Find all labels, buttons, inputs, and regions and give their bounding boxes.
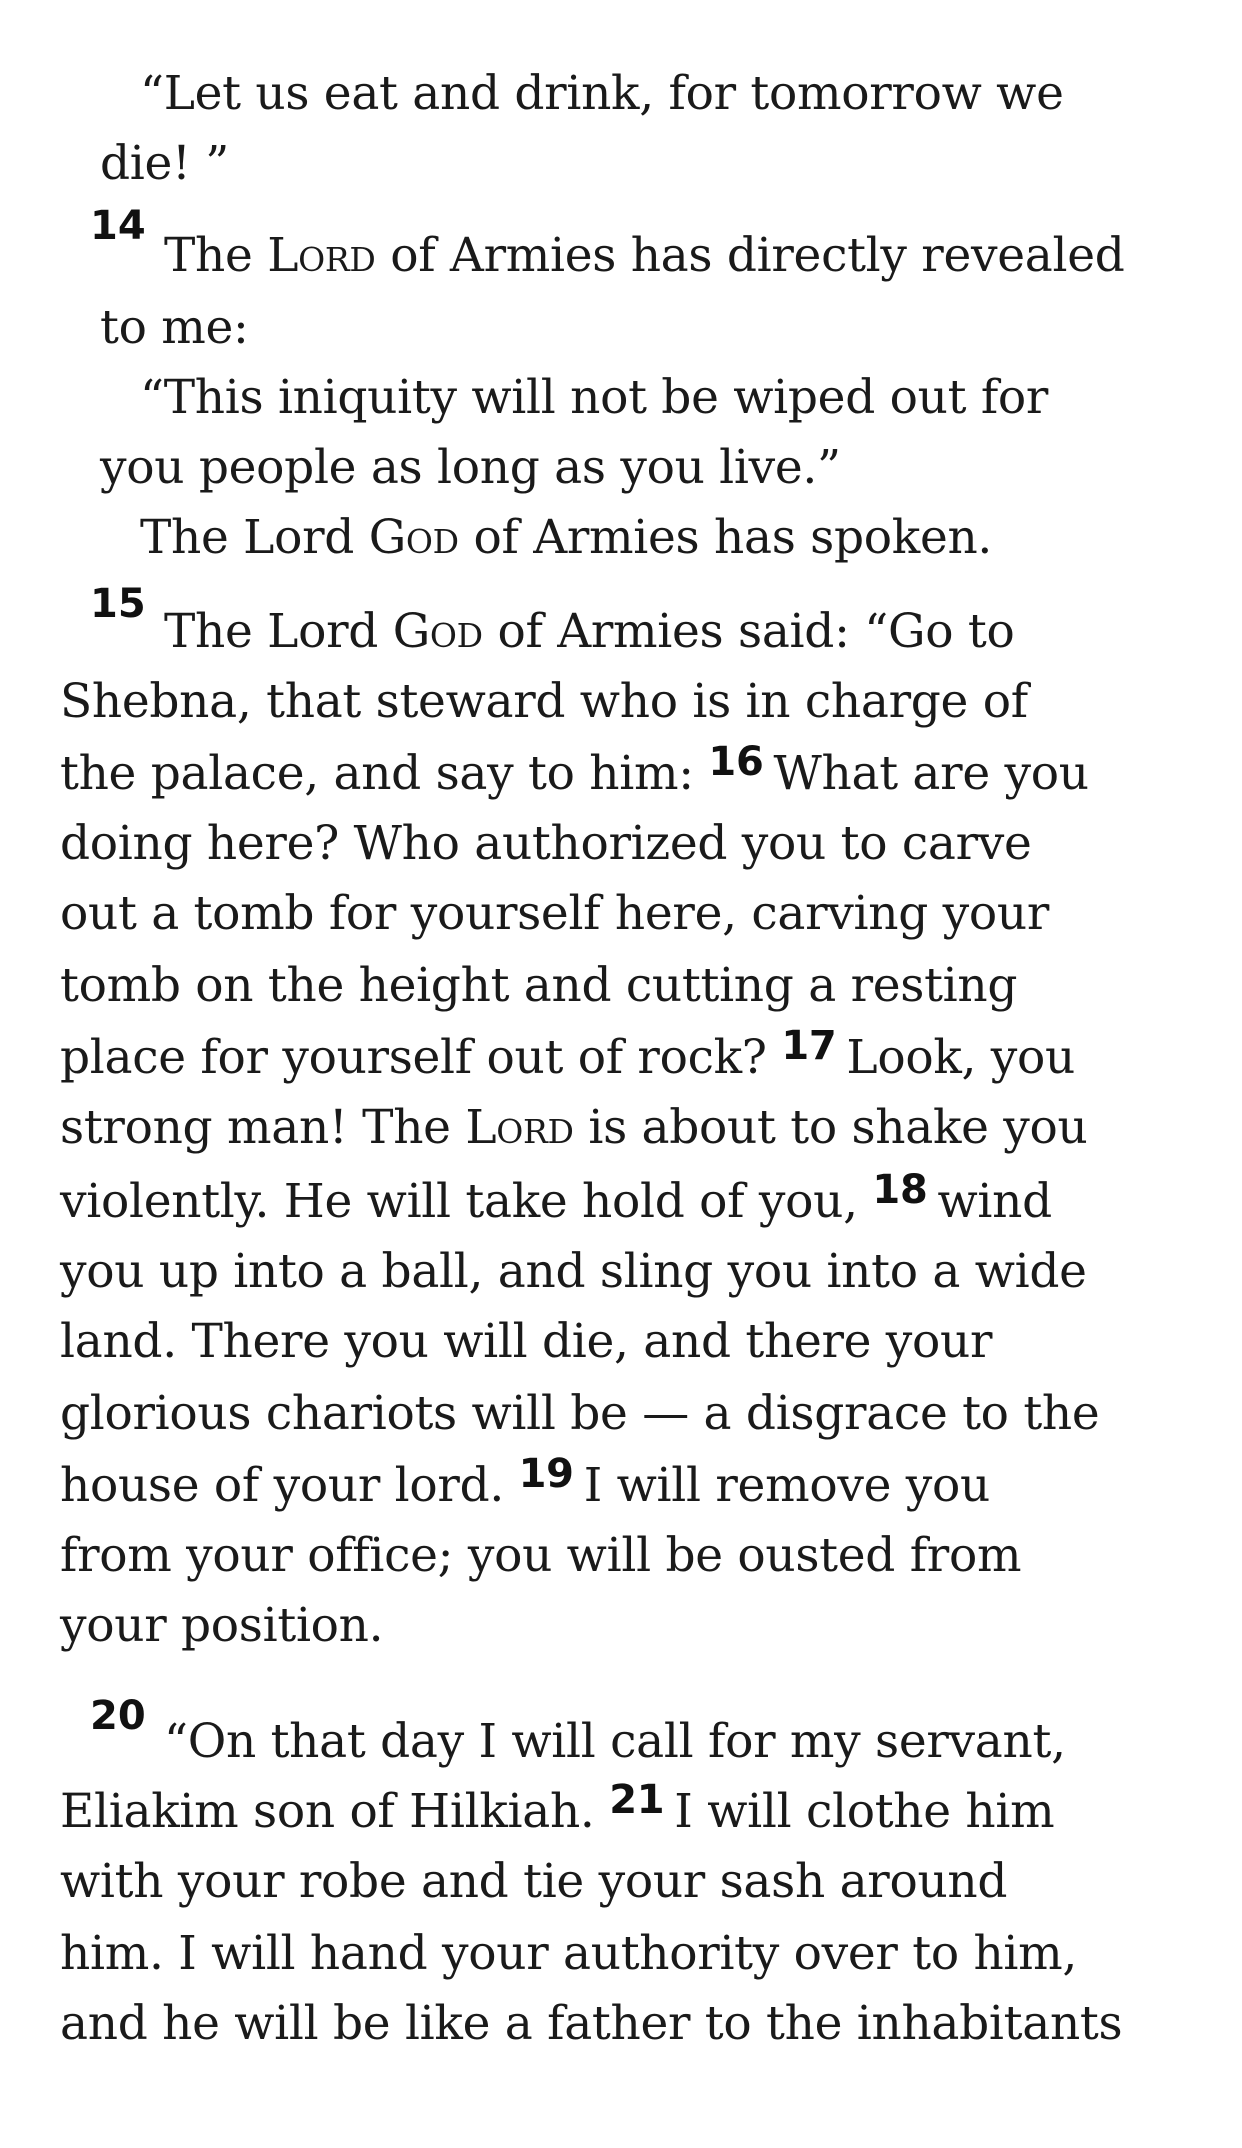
- poetry-line: The Lord God of Armies has spoken.: [140, 510, 993, 565]
- poetry-line: you people as long as you live.”: [100, 440, 841, 495]
- prose-line: out a tomb for yourself here, carving your: [60, 886, 1050, 941]
- prose-line: the palace, and say to him: 16 What are you: [60, 739, 1089, 801]
- poetry-line: The Lord of Armies has directly revealed: [164, 228, 1125, 283]
- verse-number: 17: [781, 1023, 837, 1069]
- poetry-line: “This iniquity will not be wiped out for: [140, 370, 1049, 425]
- verse-number: 14: [90, 203, 146, 249]
- prose-line: glorious chariots will be — a disgrace to the: [60, 1386, 1100, 1441]
- prose-line: Eliakim son of Hilkiah. 21 I will clothe him: [60, 1777, 1055, 1839]
- prose-line: with your robe and tie your sash around: [60, 1854, 1008, 1909]
- verse-number: 15: [90, 581, 146, 627]
- prose-line: Shebna, that steward who is in charge of: [60, 674, 1028, 729]
- verse-number: 21: [609, 1777, 665, 1823]
- prose-line: your position.: [60, 1598, 384, 1653]
- prose-line: tomb on the height and cutting a resting: [60, 958, 1018, 1013]
- poetry-line: to me:: [100, 300, 249, 355]
- verse-number: 19: [518, 1451, 574, 1497]
- prose-line: strong man! The Lord is about to shake you: [60, 1100, 1088, 1155]
- prose-line: land. There you will die, and there your: [60, 1314, 993, 1369]
- poetry-line: “Let us eat and drink, for tomorrow we: [140, 66, 1064, 121]
- prose-line: and he will be like a father to the inhabitants: [60, 1996, 1123, 2051]
- prose-line: house of your lord. 19 I will remove you: [60, 1451, 990, 1513]
- prose-line: doing here? Who authorized you to carve: [60, 816, 1032, 871]
- verse-number: 18: [872, 1167, 928, 1213]
- prose-line: him. I will hand your authority over to him,: [60, 1926, 1078, 1981]
- prose-line: violently. He will take hold of you, 18 wind: [60, 1167, 1052, 1229]
- poetry-line: die! ”: [100, 136, 229, 191]
- prose-line: from your office; you will be ousted from: [60, 1528, 1022, 1583]
- prose-line: The Lord God of Armies said: “Go to: [164, 604, 1015, 659]
- prose-line: you up into a ball, and sling you into a wide: [60, 1244, 1087, 1299]
- verse-number: 20: [90, 1693, 146, 1739]
- verse-number: 16: [708, 739, 764, 785]
- prose-line: “On that day I will call for my servant,: [164, 1714, 1066, 1769]
- prose-line: place for yourself out of rock? 17 Look, you: [60, 1023, 1076, 1085]
